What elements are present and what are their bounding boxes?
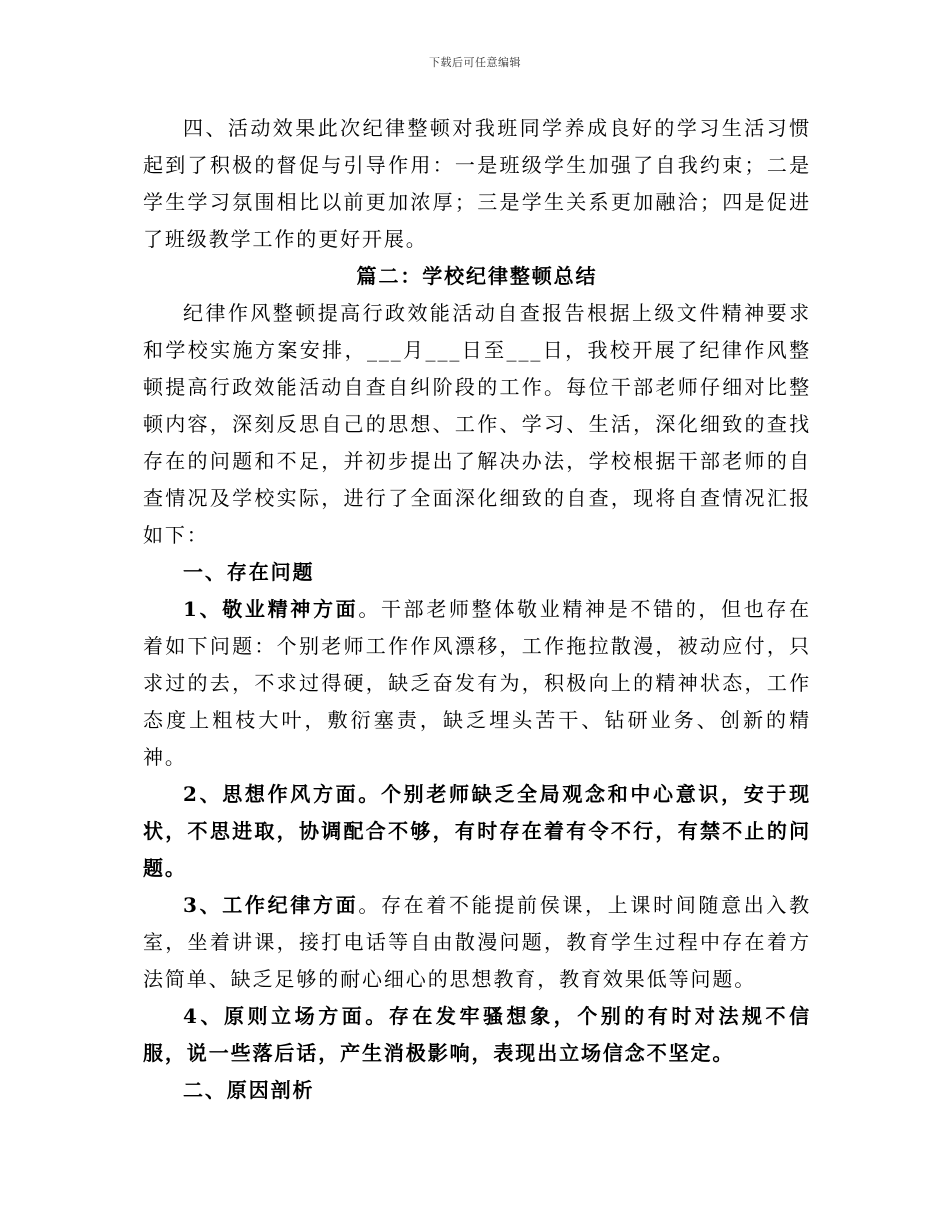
paragraph-intro: 纪律作风整顿提高行政效能活动自查报告根据上级文件精神要求和学校实施方案安排，___月___日至___日，我校开展了纪律作风整顿提高行政效能活动自查自纠阶段的工作。每位干部老师仔细对比整顿内容，深刻反思自己的思想、工作、学习、生活，深化细致的查找存在的问题和不足，并初步提出了解决办法，学校根据干部老师的自查情况及学校实际，进行了全面深化细致的自查，现将自查情况汇报如下： <box>143 301 811 547</box>
item-work-discipline-text: 。存在着不能提前侯课，上课时间随意出入教室，坐着讲课，接打电话等自由散漫问题，教育学生过程中存在着方法简单、缺乏足够的耐心细心的思想教育，教育效果低等问题。 <box>143 893 812 991</box>
heading-existing-problems: 一、存在问题 <box>183 560 315 584</box>
heading-cause-analysis: 二、原因剖析 <box>183 1078 315 1102</box>
item-dedication-lead: 1、敬业精神方面 <box>183 597 359 621</box>
item-dedication-text: 。干部老师整体敬业精神是不错的，但也存在着如下问题：个别老师工作作风漂移，工作拖拉散漫，被动应付，只求过的去，不求过得硬，缺乏奋发有为，积极向上的精神状态，工作态度上粗枝大叶，敷衍塞责，缺乏埋头苦干、钻研业务、创新的精神。 <box>143 597 812 769</box>
header-note: 下载后可任意编辑 <box>429 56 521 69</box>
item-ideology-style: 2、思想作风方面。个别老师缺乏全局观念和中心意识，安于现状，不思进取，协调配合不够，有时存在着有令不行，有禁不止的问题。 <box>143 782 811 880</box>
item-work-discipline-lead: 3、工作纪律方面 <box>183 893 359 917</box>
item-principle-stance: 4、原则立场方面。存在发牢骚想象，个别的有时对法规不信服，说一些落后话，产生消极影响，表现出立场信念不坚定。 <box>143 1004 811 1065</box>
item-dedication <box>143 591 811 776</box>
section-title: 篇二：学校纪律整顿总结 <box>356 264 598 288</box>
paragraph-activity-effect: 四、活动效果此次纪律整顿对我班同学养成良好的学习生活习惯起到了积极的督促与引导作用：一是班级学生加强了自我约束；二是学生学习氛围相比以前更加浓厚；三是学生关系更加融洽；四是促进了班级教学工作的更好开展。 <box>143 116 811 251</box>
document-body <box>143 110 811 1109</box>
item-work-discipline <box>143 887 811 998</box>
